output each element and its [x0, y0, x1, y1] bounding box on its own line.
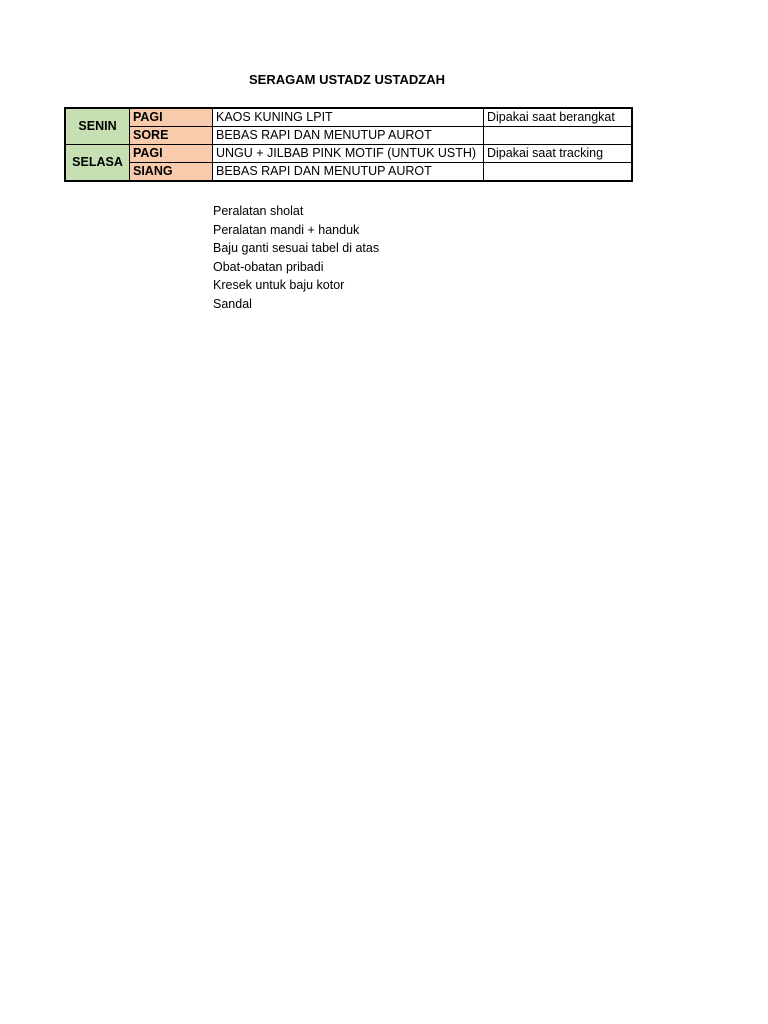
packing-checklist	[213, 202, 379, 314]
day-cell-senin: SENIN	[65, 108, 130, 145]
session-cell: SORE	[130, 127, 213, 145]
table-row	[65, 145, 632, 163]
session-cell: SIANG	[130, 163, 213, 182]
outfit-cell: KAOS KUNING LPIT	[213, 108, 484, 127]
outfit-cell: UNGU + JILBAB PINK MOTIF (UNTUK USTH)	[213, 145, 484, 163]
table-row	[65, 108, 632, 127]
table-row	[65, 163, 632, 182]
list-item: Peralatan mandi + handuk	[213, 222, 360, 237]
session-cell: PAGI	[130, 145, 213, 163]
day-cell-selasa: SELASA	[65, 145, 130, 182]
note-cell: Dipakai saat berangkat	[484, 108, 633, 127]
list-item: Kresek untuk baju kotor	[213, 278, 345, 293]
list-item: Baju ganti sesuai tabel di atas	[213, 241, 380, 256]
uniform-schedule-table	[64, 107, 633, 182]
list-item: Sandal	[213, 296, 252, 311]
document-title: SERAGAM USTADZ USTADZAH	[249, 72, 445, 87]
outfit-cell: BEBAS RAPI DAN MENUTUP AUROT	[213, 163, 484, 182]
note-cell	[484, 127, 633, 145]
session-cell: PAGI	[130, 108, 213, 127]
note-cell	[484, 163, 633, 182]
list-item: Obat-obatan pribadi	[213, 259, 324, 274]
outfit-cell: BEBAS RAPI DAN MENUTUP AUROT	[213, 127, 484, 145]
list-item: Peralatan sholat	[213, 204, 304, 218]
note-cell: Dipakai saat tracking	[484, 145, 633, 163]
table-row	[65, 127, 632, 145]
